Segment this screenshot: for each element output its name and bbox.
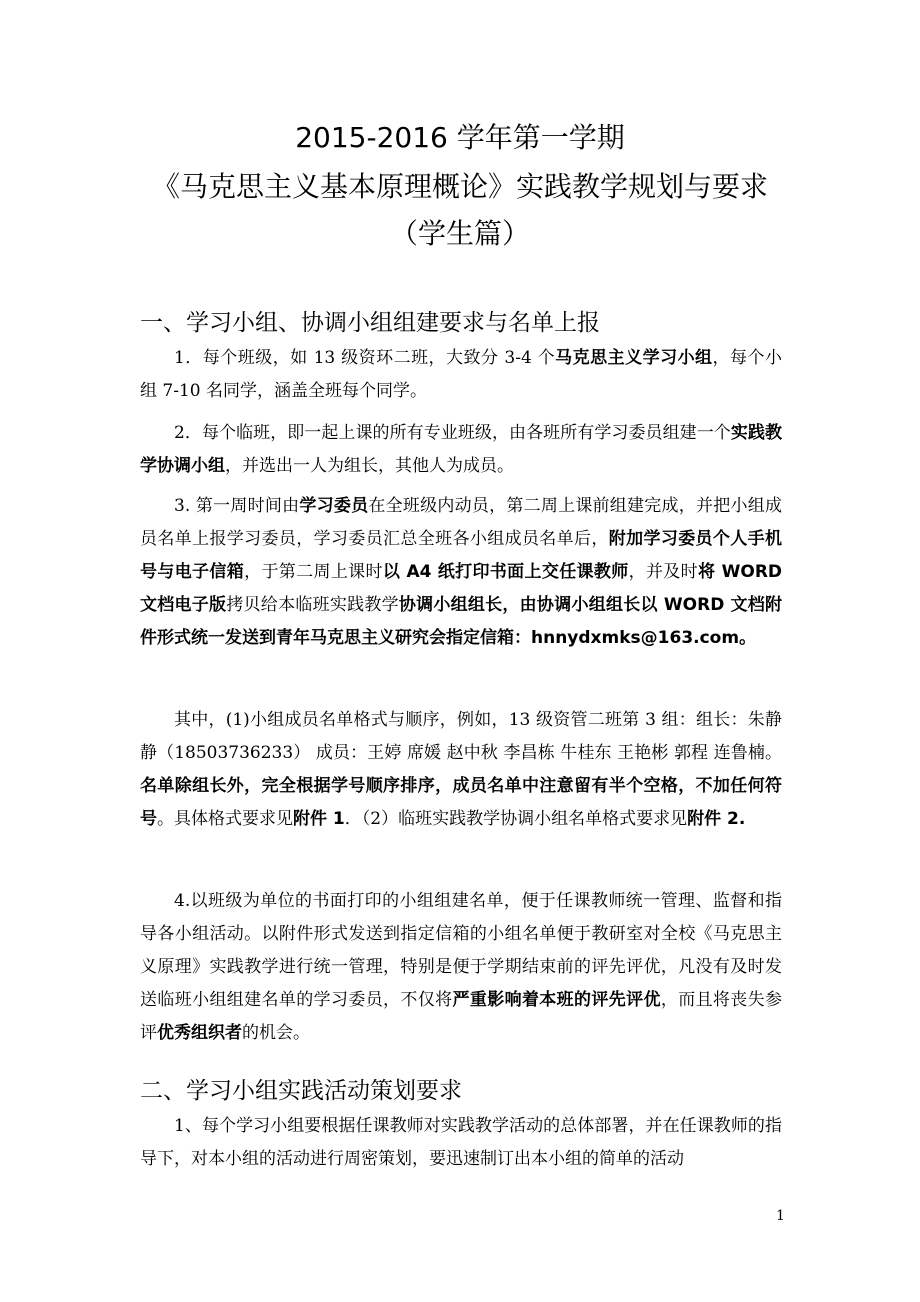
section-2-paragraph-1: 1、每个学习小组要根据任课教师对实践教学活动的总体部署，并在任课教师的指导下，对本小组的活动进行周密策划，要迅速制订出本小组的简单的活动	[140, 1116, 782, 1169]
section-2-heading: 二、学习小组实践活动策划要求	[140, 1078, 462, 1104]
bold-text-run: 名单除组长外，完全根据学号顺序排序，成员名单中注意留有半个空格，不加任何符号	[140, 776, 782, 829]
bold-text-run: 将 WORD 文档电子版	[140, 562, 783, 615]
text-run: 的机会。	[242, 1023, 310, 1043]
bold-text-run: 附加学习委员个人手机号与电子信箱	[140, 529, 782, 582]
title-line-1: 2015-2016 学年第一学期	[295, 121, 625, 154]
text-run: 4.以班级为单位的书面打印的小组组建名单，便于任课教师统一管理、监督和指导各小组活动。以附件形式发送到指定信箱的小组名单便于教研室对全校《马克思主义原理》实践教学进行统一管理，特别是便于学期结束前的评先评优，凡没有及时发送临班小组组建名单的学习委员，不仅将	[140, 891, 782, 1010]
section-1-paragraph-2	[140, 417, 782, 483]
text-run: ，并选出一人为组长，其他人为成员。	[225, 456, 514, 476]
bold-text-run: 实践教学协调小组	[140, 423, 782, 476]
bold-text-run: 附件 2.	[687, 809, 746, 829]
text-run: ，每个小组 7-10 名同学，涵盖全班每个同学。	[140, 348, 783, 401]
page-number: 1	[776, 1208, 785, 1224]
bold-text-run: 附件 1	[293, 809, 345, 829]
title-line-2: 《马克思主义基本原理概论》实践教学规划与要求	[151, 170, 768, 203]
text-run: 。具体格式要求见	[157, 809, 293, 829]
text-run: 在全班级内动员，第二周上课前组建完成，并把小组成员名单上报学习委员，学习委员汇总全班各小组成员名单后，	[140, 496, 783, 549]
section-1-paragraph-3	[140, 490, 782, 655]
text-run: ，于第二周上课时	[244, 562, 383, 582]
bold-text-run: 严重影响着本班的评先评优	[452, 990, 661, 1010]
bold-text-run: 优秀组织者	[157, 1023, 242, 1043]
text-run: 2．每个临班，即一起上课的所有专业班级，由各班所有学习委员组建一个	[174, 423, 731, 443]
text-run: 3. 第一周时间由	[174, 496, 300, 516]
bold-text-run: 协调小组组长，由协调小组组长以 WORD 文档附件形式统一发送到青年马克思主义研究会指定信箱：hnnydxmks@163.com。	[140, 595, 783, 648]
text-run: ，而且将丧失参评	[140, 990, 783, 1043]
title-line-3: （学生篇）	[389, 217, 530, 250]
bold-text-run: 以 A4 纸打印书面上交任课教师	[382, 562, 629, 582]
text-run: 拷贝给本临班实践教学	[226, 595, 399, 615]
text-run: ，并及时	[628, 562, 698, 582]
text-run: ．（2）临班实践教学协调小组名单格式要求见	[344, 809, 688, 829]
section-1-paragraph-1	[140, 342, 782, 408]
bold-text-run: 学习委员	[299, 496, 369, 516]
bold-text-run: 马克思主义学习小组	[555, 348, 713, 368]
section-1-paragraph-4	[140, 704, 782, 836]
section-1-paragraph-5	[140, 885, 782, 1050]
text-run: 1．每个班级，如 13 级资环二班，大致分 3-4 个	[174, 348, 556, 368]
text-run: 其中，(1)小组成员名单格式与顺序，例如，13 级资管二班第 3 组：组长：朱静静（18503736233） 成员：王婷 席媛 赵中秋 李昌栋 牛桂东 王艳彬 郭程 连鲁楠。	[140, 710, 782, 763]
section-1-heading: 一、学习小组、协调小组组建要求与名单上报	[140, 310, 600, 336]
